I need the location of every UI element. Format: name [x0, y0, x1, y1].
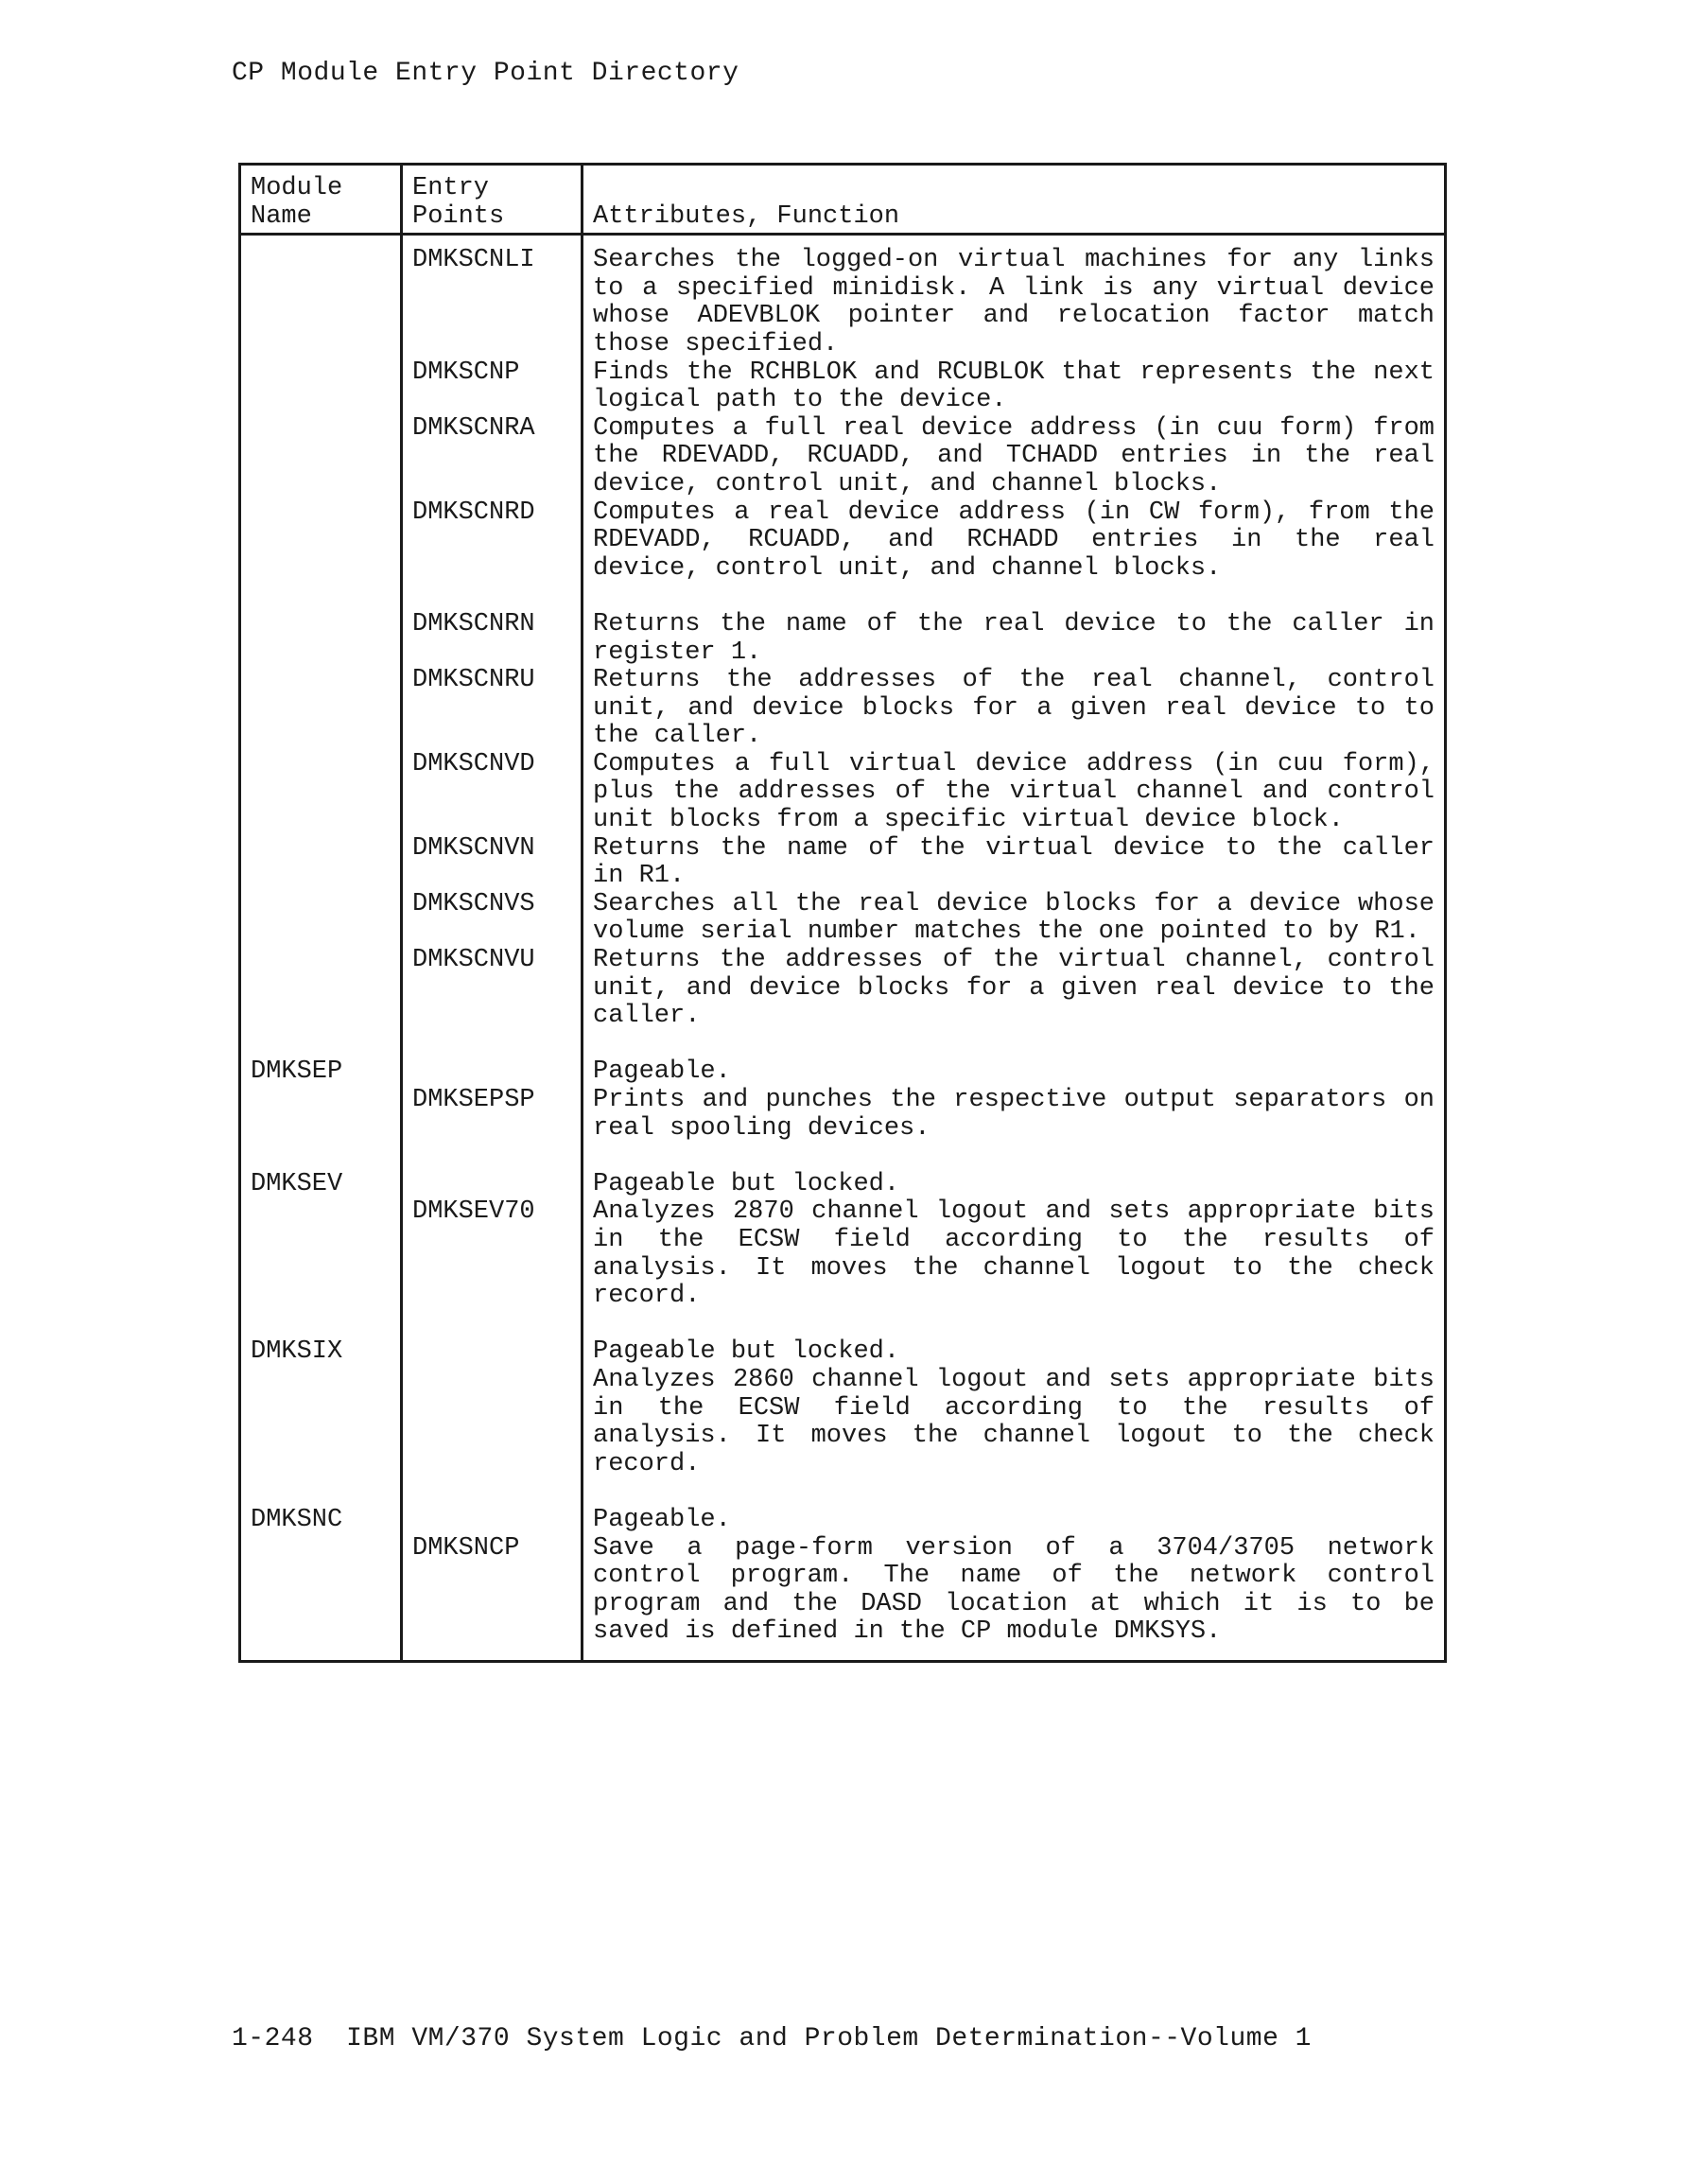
attributes-cell: Searches the logged-on virtual machines for any links to a specified minidisk. A link is any virtual device whose ADEVBLOK pointer and relocation factor match those specified. — [583, 235, 1446, 359]
spacer-cell — [240, 1143, 402, 1171]
table-row — [240, 947, 1446, 1031]
attributes-cell: Save a page-form version of a 3704/3705 network control program. The name of the network control program and the DASD location at which it is to be saved is defined in the CP module DMKSYS. — [583, 1535, 1446, 1662]
entry-point-cell: DMKSCNVU — [402, 947, 583, 1031]
attributes-cell: Returns the name of the virtual device to the caller in R1. — [583, 835, 1446, 891]
module-header-line1: Module — [251, 174, 343, 202]
attributes-cell: Prints and punches the respective output separators on real spooling devices. — [583, 1087, 1446, 1143]
table-row — [240, 1367, 1446, 1478]
entry-point-cell — [402, 1367, 583, 1478]
spacer-row — [240, 1311, 1446, 1339]
spacer-cell — [402, 1311, 583, 1339]
entry-header-line2: Points — [412, 201, 505, 231]
entry-point-cell — [402, 1171, 583, 1199]
attributes-cell: Returns the addresses of the real channel, control unit, and device blocks for a given real device to to the caller. — [583, 667, 1446, 751]
table-row — [240, 1338, 1446, 1367]
module-name-cell — [240, 667, 402, 751]
attributes-cell: Pageable but locked. — [583, 1171, 1446, 1199]
spacer-cell — [583, 1478, 1446, 1507]
running-head: CP Module Entry Point Directory — [232, 59, 739, 88]
spacer-cell — [240, 1478, 402, 1507]
table-row — [240, 235, 1446, 359]
module-name-cell — [240, 359, 402, 415]
attributes-cell: Returns the name of the real device to the caller in register 1. — [583, 611, 1446, 667]
attributes-cell: Searches all the real device blocks for a device whose volume serial number matches the one pointed to by R1. — [583, 891, 1446, 947]
attributes-cell: Pageable. — [583, 1507, 1446, 1535]
attributes-cell: Analyzes 2860 channel logout and sets appropriate bits in the ECSW field according to the results of analysis. It moves the channel logout to the check record. — [583, 1367, 1446, 1478]
entry-point-cell: DMKSCNRN — [402, 611, 583, 667]
entry-point-cell: DMKSEPSP — [402, 1087, 583, 1143]
module-name-header — [240, 165, 402, 235]
module-name-cell — [240, 891, 402, 947]
table-row — [240, 667, 1446, 751]
attributes-cell: Pageable but locked. — [583, 1338, 1446, 1367]
spacer-cell — [240, 583, 402, 611]
module-name-cell — [240, 1087, 402, 1143]
table-row — [240, 611, 1446, 667]
module-name-cell: DMKSNC — [240, 1507, 402, 1535]
table-row — [240, 1198, 1446, 1310]
entry-point-cell — [402, 1507, 583, 1535]
table-header — [240, 165, 1446, 235]
table-row — [240, 891, 1446, 947]
entry-point-cell: DMKSCNVD — [402, 751, 583, 835]
table-row — [240, 1507, 1446, 1535]
module-name-cell: DMKSEV — [240, 1171, 402, 1199]
attributes-cell: Pageable. — [583, 1058, 1446, 1087]
module-name-cell — [240, 1535, 402, 1662]
table-row — [240, 835, 1446, 891]
spacer-row — [240, 583, 1446, 611]
entry-point-cell: DMKSCNRU — [402, 667, 583, 751]
module-name-cell — [240, 835, 402, 891]
table-row — [240, 751, 1446, 835]
page-footer: 1-248 IBM VM/370 System Logic and Problem Determination--Volume 1 — [232, 2024, 1312, 2053]
entry-point-cell: DMKSCNP — [402, 359, 583, 415]
attributes-header: Attributes, Function — [583, 165, 1446, 235]
table-row — [240, 499, 1446, 584]
table-row — [240, 1087, 1446, 1143]
module-name-cell: DMKSEP — [240, 1058, 402, 1087]
entry-header-line1: Entry — [412, 174, 490, 202]
module-name-cell — [240, 415, 402, 499]
spacer-cell — [402, 583, 583, 611]
spacer-cell — [240, 1311, 402, 1339]
spacer-cell — [583, 1311, 1446, 1339]
entry-point-cell: DMKSCNLI — [402, 235, 583, 359]
table-row — [240, 1535, 1446, 1662]
table-body — [240, 235, 1446, 1662]
module-name-cell — [240, 1367, 402, 1478]
table-row — [240, 1171, 1446, 1199]
spacer-cell — [402, 1143, 583, 1171]
attributes-cell: Computes a real device address (in CW form), from the RDEVADD, RCUADD, and RCHADD entries in the real device, control unit, and channel blocks. — [583, 499, 1446, 584]
entry-point-cell — [402, 1058, 583, 1087]
module-name-cell — [240, 611, 402, 667]
spacer-cell — [402, 1478, 583, 1507]
entry-point-cell: DMKSCNVN — [402, 835, 583, 891]
table-row — [240, 1058, 1446, 1087]
entry-point-cell — [402, 1338, 583, 1367]
attributes-cell: Analyzes 2870 channel logout and sets appropriate bits in the ECSW field according to the results of analysis. It moves the channel logout to the check record. — [583, 1198, 1446, 1310]
entry-point-cell: DMKSNCP — [402, 1535, 583, 1662]
spacer-cell — [583, 1031, 1446, 1059]
module-name-cell — [240, 499, 402, 584]
module-name-cell — [240, 235, 402, 359]
attributes-cell: Computes a full real device address (in cuu form) from the RDEVADD, RCUADD, and TCHADD entries in the real device, control unit, and channel blocks. — [583, 415, 1446, 499]
spacer-row — [240, 1031, 1446, 1059]
module-header-line2: Name — [251, 201, 312, 231]
spacer-row — [240, 1478, 1446, 1507]
entry-point-cell: DMKSEV70 — [402, 1198, 583, 1310]
table-header-row — [240, 165, 1446, 235]
table-row — [240, 359, 1446, 415]
attributes-cell: Returns the addresses of the virtual channel, control unit, and device blocks for a given real device to the caller. — [583, 947, 1446, 1031]
spacer-row — [240, 1143, 1446, 1171]
entry-point-cell: DMKSCNVS — [402, 891, 583, 947]
spacer-cell — [402, 1031, 583, 1059]
entry-point-table — [238, 163, 1447, 1663]
module-name-cell — [240, 947, 402, 1031]
attributes-cell: Finds the RCHBLOK and RCUBLOK that represents the next logical path to the device. — [583, 359, 1446, 415]
spacer-cell — [583, 583, 1446, 611]
spacer-cell — [583, 1143, 1446, 1171]
entry-point-cell: DMKSCNRD — [402, 499, 583, 584]
spacer-cell — [240, 1031, 402, 1059]
module-name-cell — [240, 1198, 402, 1310]
module-name-cell: DMKSIX — [240, 1338, 402, 1367]
module-name-cell — [240, 751, 402, 835]
entry-points-header — [402, 165, 583, 235]
attributes-cell: Computes a full virtual device address (in cuu form), plus the addresses of the virtual channel and control unit blocks from a specific virtual device block. — [583, 751, 1446, 835]
entry-point-cell: DMKSCNRA — [402, 415, 583, 499]
table-row — [240, 415, 1446, 499]
